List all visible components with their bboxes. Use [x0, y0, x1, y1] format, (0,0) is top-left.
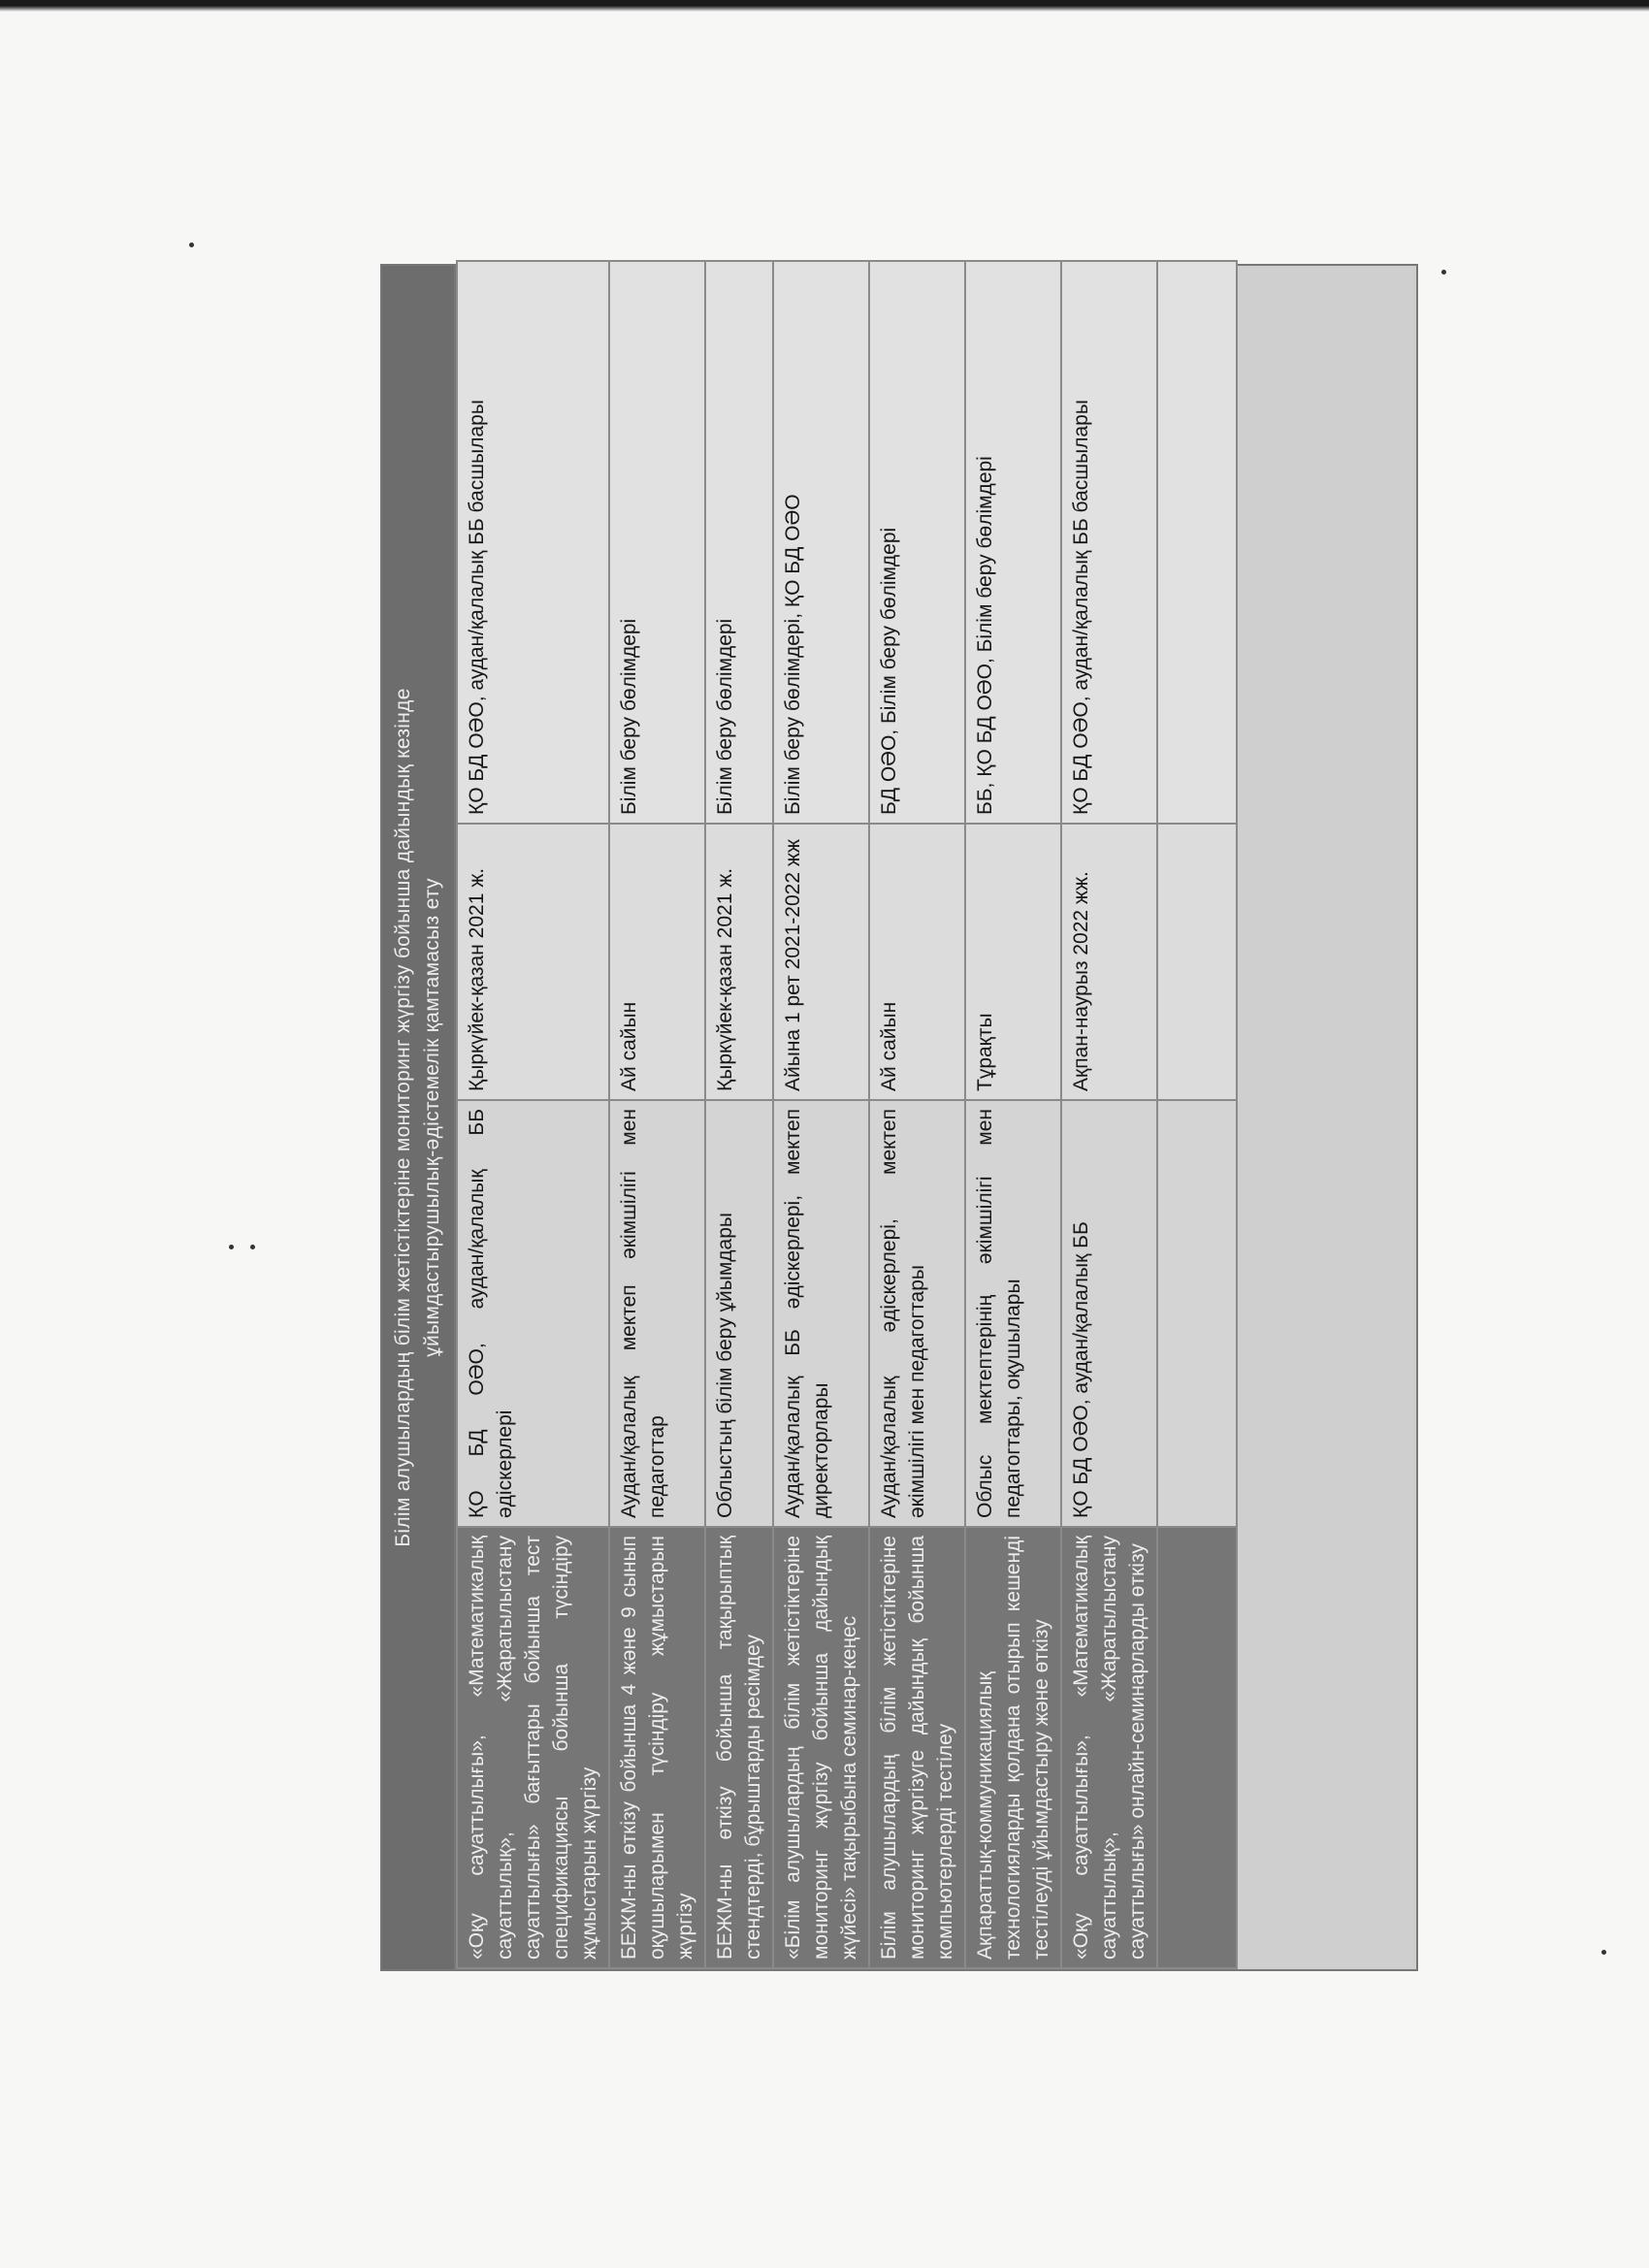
scan-top-edge: [0, 0, 1649, 12]
deadline-cell: Ай сайын: [609, 824, 705, 1100]
responsible-cell: ББ, ҚО БД ОӘО, Білім беру бөлімдері: [965, 261, 1061, 824]
deadline-cell: Қыркүйек-қазан 2021 ж.: [457, 824, 609, 1100]
table-row: [609, 261, 705, 1968]
table-row: [705, 261, 773, 1968]
deadline-cell: Ақпан-наурыз 2022 жж.: [1061, 824, 1157, 1100]
task-cell: [1157, 1527, 1237, 1968]
responsible-cell: Білім беру бөлімдері: [705, 261, 773, 824]
table-title-line-2: ұйымдастырушылық-әдістемелік қамтамасыз ету: [421, 878, 443, 1357]
table-row: [869, 261, 965, 1968]
task-cell: Білім алушылардың білім жетістіктеріне мониторинг жүргізуге дайындық бойынша компьютерлерді тестілеу: [869, 1527, 965, 1968]
rotated-document-page: [380, 264, 1418, 1971]
deadline-cell: Қыркүйек-қазан 2021 ж.: [705, 824, 773, 1100]
table-row: [457, 261, 609, 1968]
table-row: [965, 261, 1061, 1968]
deadline-cell: Тұрақты: [965, 824, 1061, 1100]
responsible-cell: БД ОӘО, Білім беру бөлімдері: [869, 261, 965, 824]
responsible-cell: Білім беру бөлімдері: [609, 261, 705, 824]
table-row-empty: [1157, 261, 1237, 1968]
table-row: [773, 261, 869, 1968]
table-row: [1061, 261, 1157, 1968]
plan-table: [456, 260, 1238, 1969]
scan-speck: [229, 1245, 234, 1249]
scan-speck: [189, 243, 194, 247]
scan-speck: [1441, 270, 1446, 275]
participants-cell: Облыс мектептерінің әкімшілігі мен педагогтары, оқушылары: [965, 1100, 1061, 1527]
task-cell: «Білім алушылардың білім жетістіктеріне мониторинг жүргізу бойынша дайындық жүйесі» тақырыбына семинар-кеңес: [773, 1527, 869, 1968]
participants-cell: ҚО БД ОӘО, аудан/қалалық ББ: [1061, 1100, 1157, 1527]
participants-cell: ҚО БД ОӘО, аудан/қалалық ББ әдіскерлері: [457, 1100, 609, 1527]
participants-cell: Аудан/қалалық ББ әдіскерлері, мектеп директорлары: [773, 1100, 869, 1527]
task-cell: БЕЖМ-ны өткізу бойынша тақырыптық стендтерді, бұрыштарды ресімдеу: [705, 1527, 773, 1968]
responsible-cell: ҚО БД ОӘО, аудан/қалалық ББ басшылары: [1061, 261, 1157, 824]
scan-speck: [250, 1245, 255, 1249]
responsible-cell: [1157, 261, 1237, 824]
participants-cell: [1157, 1100, 1237, 1527]
table-title-line-1: Білім алушылардың білім жетістіктеріне мониторинг жүргізу бойынша дайындық кезінде: [392, 688, 414, 1547]
task-cell: «Оқу сауаттылығы», «Математикалық сауаттылық», «Жаратылыстану сауаттылығы» бағыттары бойынша тест спецификациясы бойынша түсіндіру жұмыстарын жүргізу: [457, 1527, 609, 1968]
participants-cell: Аудан/қалалық мектеп әкімшілігі мен педагогтар: [609, 1100, 705, 1527]
task-cell: «Оқу сауаттылығы», «Математикалық сауаттылық», «Жаратылыстану сауаттылығы» онлайн-семинарларды өткізу: [1061, 1527, 1157, 1968]
responsible-cell: Білім беру бөлімдері, ҚО БД ОӘО: [773, 261, 869, 824]
deadline-cell: Ай сайын: [869, 824, 965, 1100]
participants-cell: Облыстың білім беру ұйымдары: [705, 1100, 773, 1527]
task-cell: БЕЖМ-ны өткізу бойынша 4 және 9 сынып оқушыларымен түсіндіру жұмыстарын жүргізу: [609, 1527, 705, 1968]
responsible-cell: ҚО БД ОӘО, аудан/қалалық ББ басшылары: [457, 261, 609, 824]
scan-speck: [1601, 1950, 1606, 1955]
participants-cell: Аудан/қалалық әдіскерлері, мектеп әкімшілігі мен педагогтары: [869, 1100, 965, 1527]
deadline-cell: Айына 1 рет 2021-2022 жж: [773, 824, 869, 1100]
task-cell: Ақпараттық-коммуникациялық технологияларды қолдана отырып кешенді тестілеуді ұйымдастыру және өткізу: [965, 1527, 1061, 1968]
table-title: [382, 266, 456, 1969]
deadline-cell: [1157, 824, 1237, 1100]
